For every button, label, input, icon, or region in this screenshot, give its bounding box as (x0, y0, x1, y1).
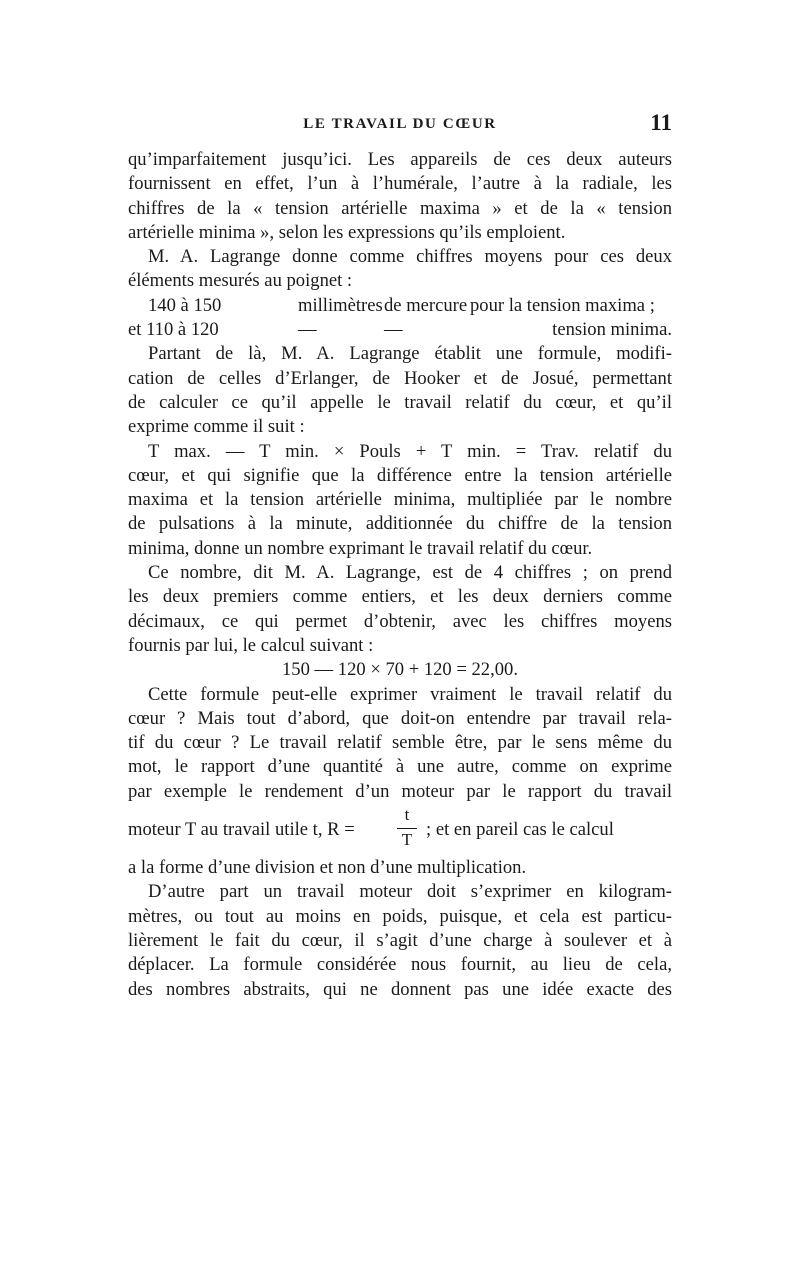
text-line: Ce nombre, dit M. A. Lagrange, est de 4 chiffres ; on prend (148, 562, 672, 584)
text-line: des nombres abstraits, qui ne donnent pas une idée exacte des (128, 978, 672, 1000)
running-title: LE TRAVAIL DU CŒUR (303, 116, 497, 132)
text-line: tif du cœur ? Le travail relatif semble être, par le sens même du (128, 732, 672, 754)
fraction-numerator: t (404, 805, 410, 825)
text-line: M. A. Lagrange donne comme chiffres moyens pour ces deux (148, 246, 672, 268)
paragraph (128, 683, 672, 881)
paragraph (128, 245, 672, 294)
text-line: éléments mesurés au poignet : (128, 270, 353, 292)
text-line: a la forme d’une division et non d’une multiplication. (128, 857, 527, 879)
formula-before: moteur T au travail utile t, R = (128, 819, 355, 841)
measure-label: tension minima. (552, 319, 672, 341)
text-line: les deux premiers comme entiers, et les deux derniers comme (128, 586, 672, 608)
text-line: D’autre part un travail moteur doit s’exprimer en kilogram- (148, 881, 672, 903)
text-line: Cette formule peut-elle exprimer vraiment le travail relatif du (148, 683, 672, 705)
fraction-formula-line (128, 804, 672, 856)
text-line: de pulsations à la minute, additionnée du chiffre de la tension (128, 513, 672, 535)
formula-text-line: T max. — T min. × Pouls + T min. = Trav. relatif du (148, 440, 672, 462)
text-line: décimaux, ce qui permet d’obtenir, avec les chiffres moyens (128, 610, 672, 632)
text-line: minima, donne un nombre exprimant le travail relatif du cœur. (128, 537, 593, 559)
paragraph (128, 880, 672, 1001)
text-line: de calculer ce qu’il appelle le travail relatif du cœur, et qu’il (128, 391, 672, 413)
text-line: artérielle minima », selon les expressions qu’ils emploient. (128, 221, 566, 243)
measure-unit: millimètres (298, 294, 383, 316)
measure-substance: de mercure (384, 294, 468, 316)
text-line: exprime comme il suit : (128, 416, 305, 438)
paragraph (128, 342, 672, 439)
ditto-mark: — (384, 319, 403, 341)
page-header (128, 108, 672, 148)
fraction-denominator: T (401, 830, 413, 850)
page-number: 11 (650, 110, 672, 135)
text-line: maxima et la tension artérielle minima, multipliée par le nombre (128, 489, 672, 511)
paragraph (128, 561, 672, 658)
measure-row-maxima (128, 294, 672, 318)
measure-label: pour la tension maxima ; (470, 294, 655, 316)
paragraph (128, 440, 672, 561)
measure-range: et 110 à 120 (128, 319, 219, 341)
formula-after: ; et en pareil cas le calcul (426, 819, 614, 841)
text-line: lièrement le fait du cœur, il s’agit d’une charge à soulever et à (128, 929, 672, 951)
measure-table (128, 294, 672, 343)
measure-range: 140 à 150 (148, 294, 222, 316)
body-text (128, 148, 672, 1002)
text-line: mot, le rapport d’une quantité à une autre, comme on exprime (128, 756, 672, 778)
book-page (128, 108, 672, 1002)
text-line: qu’imparfaitement jusqu’ici. Les appareils de ces deux auteurs (128, 149, 672, 170)
text-line: mètres, ou tout au moins en poids, puisque, et cela est particu- (128, 905, 672, 927)
calculation: 150 — 120 × 70 + 120 = 22,00. (282, 659, 518, 681)
measure-row-minima (128, 318, 672, 342)
text-line: Partant de là, M. A. Lagrange établit une formule, modifi- (148, 343, 672, 365)
paragraph (128, 148, 672, 245)
text-line: cœur ? Mais tout d’abord, que doit-on entendre par travail rela- (128, 707, 672, 729)
text-line: déplacer. La formule considérée nous fournit, au lieu de cela, (128, 954, 672, 976)
text-line: cation de celles d’Erlanger, de Hooker et de Josué, permettant (128, 367, 672, 389)
fraction (396, 804, 418, 853)
text-line: fournis par lui, le calcul suivant : (128, 634, 374, 656)
text-line: fournissent en effet, l’un à l’humérale, l’autre à la radiale, les (128, 173, 672, 195)
text-line: cœur, et qui signifie que la différence entre la tension artérielle (128, 464, 672, 486)
text-line: par exemple le rendement d’un moteur par le rapport du travail (128, 780, 672, 802)
ditto-mark: — (298, 319, 317, 341)
text-line: chiffres de la « tension artérielle maxima » et de la « tension (128, 197, 672, 219)
